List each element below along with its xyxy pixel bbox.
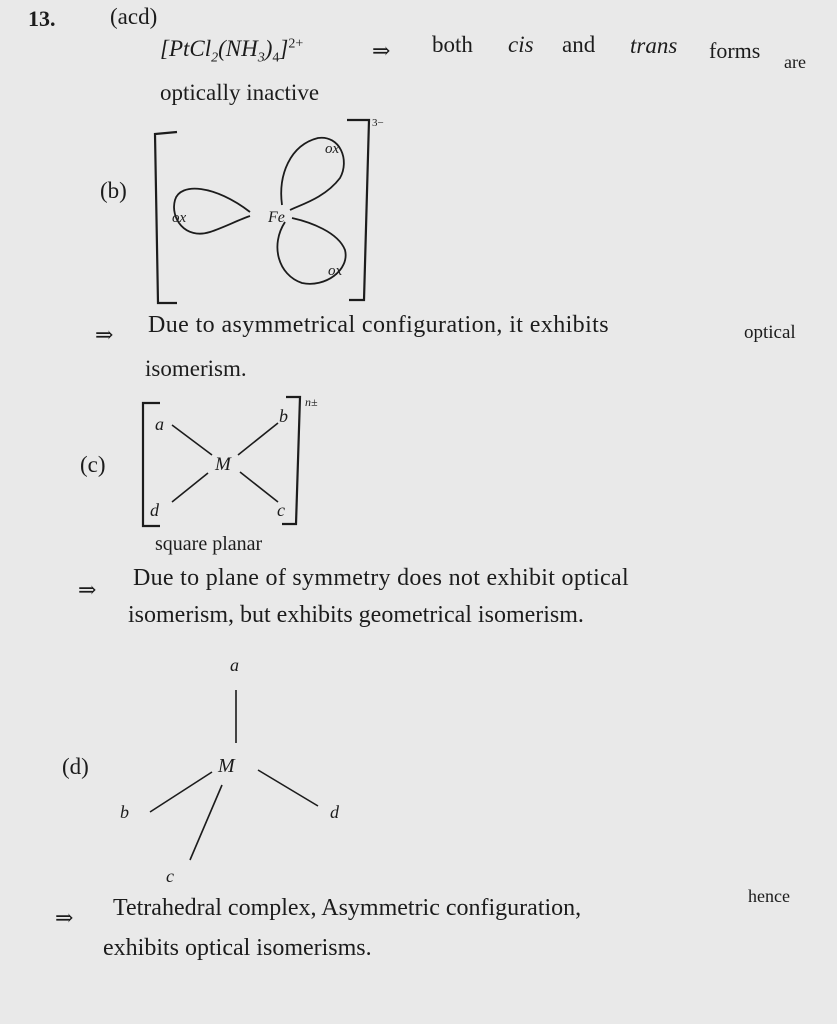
- bond-m-d: [258, 770, 318, 806]
- part-b-label: (b): [100, 178, 127, 203]
- ligand-d: d: [150, 500, 159, 520]
- part-c-caption: square planar: [155, 533, 263, 555]
- ligand-a: a: [230, 655, 239, 675]
- ligand-d: d: [330, 802, 339, 822]
- part-b-line2: isomerism.: [145, 356, 247, 381]
- metal-fe: Fe: [268, 209, 285, 226]
- part-d-line1-end: hence: [748, 886, 790, 906]
- part-c-line2: isomerism, but exhibits geometrical isomerism.: [128, 602, 584, 628]
- formula-subscript: 4: [272, 50, 280, 66]
- bond-m-c: [190, 785, 222, 860]
- answer-options: (acd): [110, 4, 158, 29]
- part-b-line1: Due to asymmetrical configuration, it exhibits: [148, 312, 609, 338]
- word-are: are: [784, 52, 806, 72]
- bond-m-b: [150, 772, 212, 812]
- part-c-line1: Due to plane of symmetry does not exhibit optical: [133, 565, 629, 591]
- formula-text: (NH: [218, 36, 258, 61]
- formula-text: [PtCl: [160, 36, 212, 61]
- implies-arrow: ⇒: [95, 322, 114, 347]
- complex-charge: n±: [305, 395, 318, 409]
- ligand-c: c: [166, 866, 174, 886]
- ligand-ox-bottom: ox: [328, 263, 343, 279]
- formula-subscript: 2: [211, 50, 219, 66]
- part-d-label: (d): [62, 754, 89, 779]
- formula-subscript: 3: [257, 50, 265, 66]
- part-b-line1-end: optical: [744, 322, 796, 343]
- complex-charge: 3−: [372, 117, 384, 129]
- part-c-label: (c): [80, 452, 106, 477]
- formula-text: ): [264, 36, 273, 61]
- word-trans: trans: [630, 33, 678, 58]
- formula-text: ]: [279, 36, 289, 61]
- part-d-line2: exhibits optical isomerisms.: [103, 935, 372, 961]
- word-and: and: [562, 32, 596, 57]
- formula-charge: 2+: [288, 36, 304, 52]
- ligand-ox-left: ox: [172, 210, 187, 226]
- ligand-c: c: [277, 500, 285, 520]
- word-forms: forms: [709, 38, 761, 63]
- part-d-line1: Tetrahedral complex, Asymmetric configuration,: [113, 895, 582, 921]
- implies-arrow: ⇒: [78, 577, 97, 602]
- word-both: both: [432, 32, 473, 57]
- metal-m: M: [215, 454, 231, 475]
- implies-arrow: ⇒: [55, 905, 74, 930]
- part-a-line2: optically inactive: [160, 80, 320, 105]
- implies-arrow: ⇒: [372, 38, 391, 63]
- ligand-a: a: [155, 414, 164, 434]
- ligand-b: b: [120, 802, 129, 822]
- ligand-ox-top: ox: [325, 141, 340, 157]
- word-cis: cis: [508, 32, 534, 57]
- ligand-b: b: [279, 406, 288, 426]
- question-number: 13.: [28, 6, 56, 31]
- metal-m: M: [218, 755, 235, 777]
